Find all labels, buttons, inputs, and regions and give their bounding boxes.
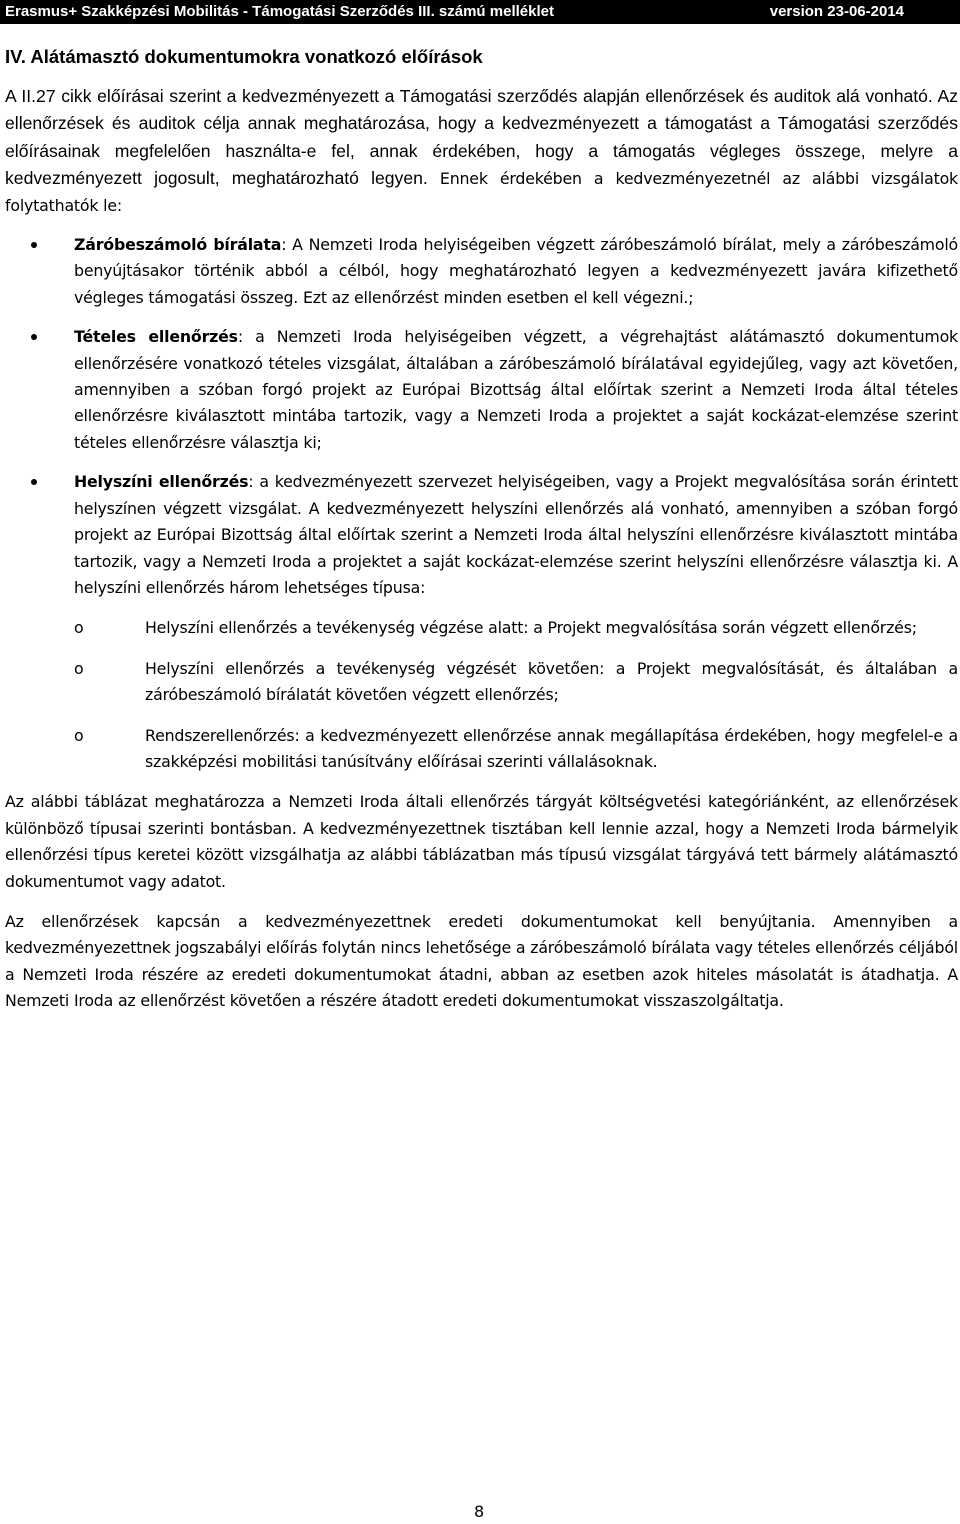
check-types-list xyxy=(5,232,958,775)
sub-bullet-marker: o xyxy=(74,618,84,638)
sub-list-item-text: Rendszerellenőrzés: a kedvezményezett ellenőrzése annak megállapítása érdekében, hogy megfelel-e a szakképzési mobilitási tanúsítvány előírásai szerinti vállalásoknak. xyxy=(145,725,958,771)
table-description-paragraph: Az alábbi táblázat meghatározza a Nemzeti Iroda általi ellenőrzés tárgyát költségvetési kategóriánként, az ellenőrzések különböző típusai szerinti bontásban. A kedvezményezettnek tisztában kell lennie azzal, hogy a Nemzeti Iroda bármelyik ellenőrzési típus keretei között vizsgálhatja az alábbi táblázatban más típusú vizsgálat tárgyává tett bármely alátámasztó dokumentumot vagy adatot. xyxy=(5,792,958,891)
intro-text-arial: A II.27 cikk előírásai szerint a kedvezményezett a Támogatási szerződés alapján ellenőrzések és auditok alá vonható. Az ellenőrzések és auditok célja annak meghatározása, hogy a kedvezményezett a támogatást a Támogatási szerződés előírásainak megfelelően használta-e fel, annak érdekében, hogy a támogatás végleges összege, melyre a kedvezményezett jogosult, meghatározható legyen. xyxy=(5,86,958,189)
sub-bullet-marker: o xyxy=(74,658,84,678)
list-item xyxy=(5,232,958,311)
list-item-text: : A Nemzeti Iroda helyiségeiben végzett záróbeszámoló bírálat, mely a záróbeszámoló benyújtásakor történik abból a célból, hogy meghatározható legyen a kedvezményezett javára kifizethető végleges támogatási összeg. Ezt az ellenőrzést minden esetben el kell végezni.; xyxy=(74,235,958,307)
list-item-term: Záróbeszámoló bírálata xyxy=(74,235,282,255)
bullet-icon xyxy=(31,479,37,485)
list-item-text: : a kedvezményezett szervezet helyiségeiben, vagy a Projekt megvalósítása során érintett helyszínen végzett vizsgálat. A kedvezményezett helyszíni ellenőrzés alá vonható, amennyiben a szóban forgó projekt az Európai Bizottság által előírtak szerint a Nemzeti Iroda által helyszíni ellenőrzésre kiválasztott mintába tartozik, vagy a Nemzeti Iroda a projektet a saját kockázat-elemzése szerint helyszíni ellenőrzésre választja ki. A helyszíni ellenőrzés három lehetséges típusa: xyxy=(74,472,958,597)
list-item xyxy=(5,324,958,456)
sub-list-item xyxy=(74,656,958,709)
original-documents-paragraph: Az ellenőrzések kapcsán a kedvezményezettnek eredeti dokumentumokat kell benyújtania. Amennyiben a kedvezményezettnek jogszabályi előírás folytán nincs lehetősége a záróbeszámoló bírálata vagy tételes ellenőrzés céljából a Nemzeti Iroda részére az eredeti dokumentumokat átadni, abban az esetben azok hiteles másolatát is átadhatja. A Nemzeti Iroda az ellenőrzést követően a részére átadott eredeti dokumentumokat visszaszolgáltatja. xyxy=(5,911,958,1011)
section-title: IV. Alátámasztó dokumentumokra vonatkozó előírások xyxy=(5,46,483,67)
list-item xyxy=(5,469,958,775)
header-version: version 23-06-2014 xyxy=(769,3,904,20)
page-number: 8 xyxy=(474,1502,485,1521)
list-item-term: Helyszíni ellenőrzés xyxy=(74,472,249,492)
sub-list-item-text: Helyszíni ellenőrzés a tevékenység végzése alatt: a Projekt megvalósítása során végzett ellenőrzés; xyxy=(145,618,917,638)
sub-list-item xyxy=(74,723,958,776)
intro-text-calibri: Ennek érdekében a kedvezményezetnél az alábbi vizsgálatok folytathatók le: xyxy=(5,169,958,215)
list-item-term: Tételes ellenőrzés xyxy=(74,327,238,347)
header-document-title: Erasmus+ Szakképzési Mobilitás - Támogatási Szerződés III. számú melléklet xyxy=(5,3,554,20)
intro-paragraph xyxy=(5,83,958,219)
sub-bullet-marker: o xyxy=(74,725,84,745)
sub-list-item-text: Helyszíni ellenőrzés a tevékenység végzését követően: a Projekt megvalósítását, és általában a záróbeszámoló bírálatát követően végzett ellenőrzés; xyxy=(145,658,958,705)
sub-list-item xyxy=(74,615,958,641)
document-body xyxy=(5,83,958,1015)
bullet-icon xyxy=(31,334,37,340)
onsite-check-types-list xyxy=(74,615,958,775)
list-item-text: : a Nemzeti Iroda helyiségeiben végzett, a végrehajtást alátámasztó dokumentumok ellenőrzésére vonatkozó tételes vizsgálat, általában a záróbeszámoló bírálatával egyidejűleg, vagy azt követően, amennyiben a szóban forgó projekt az Európai Bizottság által előírtak szerint a Nemzeti Iroda által tételes ellenőrzésre kiválasztott mintába tartozik, vagy a Nemzeti Iroda a projektet a saját kockázat-elemzése szerint tételes ellenőrzésre választja ki; xyxy=(74,327,959,452)
page-header xyxy=(0,0,960,24)
bullet-icon xyxy=(31,242,37,248)
